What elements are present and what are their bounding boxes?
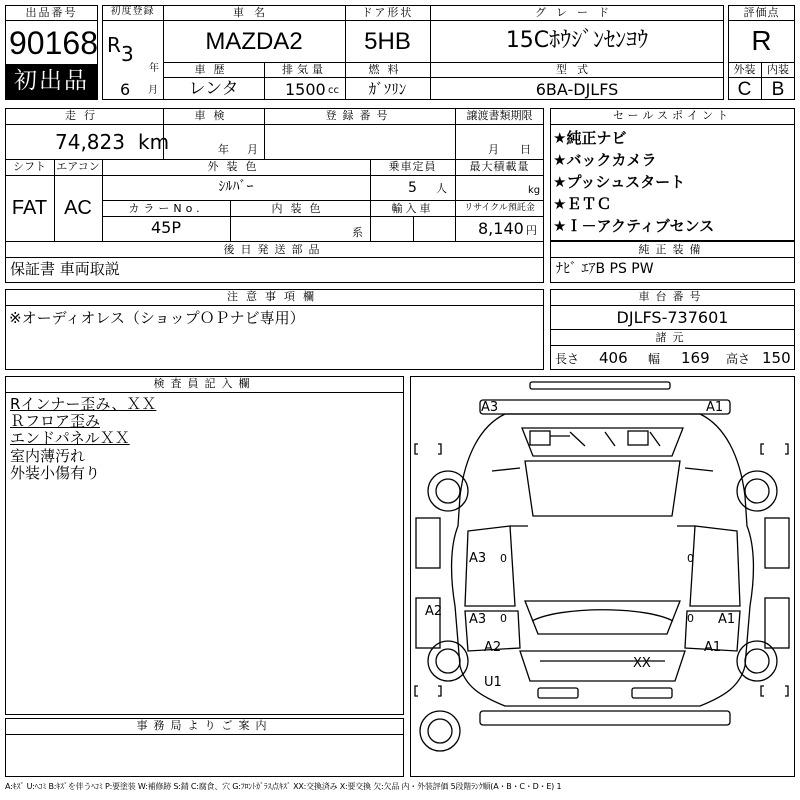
zero-mark: 0	[500, 552, 507, 565]
ext-color-label: 外装色	[207, 160, 265, 173]
capacity-unit: 人	[436, 182, 447, 195]
max-load-unit: kg	[528, 185, 541, 196]
sales-points-label: セールスポイント	[612, 109, 732, 122]
genuine-equipment: ﾅﾋﾞ ｴｱB PS PW	[556, 261, 654, 277]
inspector-line: Rインナー歪み、ＸＸ	[10, 395, 157, 413]
exterior-score: C	[737, 79, 752, 100]
first-reg-label: 初度登録	[110, 6, 155, 17]
registration-label: 登録番号	[325, 109, 394, 122]
int-color-label: 内装色	[271, 202, 329, 215]
fuel-label: 燃料	[368, 63, 407, 76]
int-color-unit: 系	[352, 226, 363, 239]
damage-mark: A1	[704, 640, 722, 655]
inspection-year-unit: 年	[218, 143, 229, 156]
vehicle-history: レンタ	[188, 79, 239, 99]
car-name: MAZDA2	[205, 28, 303, 55]
displacement-unit: cc	[328, 85, 339, 96]
import-label: 輸入車	[391, 202, 434, 215]
width-label: 幅	[648, 352, 661, 366]
recycle-label: リサイクル預託金	[464, 203, 535, 213]
sales-point-item: ★純正ナビ	[553, 129, 627, 147]
first-listing-text: 初出品	[14, 68, 89, 94]
chassis-label: 車台番号	[638, 290, 707, 303]
damage-mark: A2	[425, 604, 443, 619]
capacity-label: 乗車定員	[388, 160, 437, 173]
year-unit: 年	[149, 63, 159, 74]
inspector-label: 検査員記入欄	[153, 377, 256, 390]
era: R	[107, 33, 121, 57]
first-listing-badge	[6, 64, 97, 99]
length-label: 長さ	[555, 352, 580, 366]
zero-mark: 0	[500, 612, 507, 625]
shift: FAT	[11, 197, 48, 219]
damage-mark: A3	[469, 612, 487, 627]
car-diagram	[410, 376, 795, 777]
fuel: ｶﾞｿﾘﾝ	[368, 80, 407, 98]
inspector-line: 室内薄汚れ	[10, 447, 86, 465]
ext-color: ｼﾙﾊﾞｰ	[218, 179, 254, 195]
zero-mark: 0	[687, 552, 694, 565]
score: R	[751, 25, 772, 56]
inspector-line: エンドパネルＸＸ	[10, 429, 130, 447]
lot-number: 90168	[9, 25, 98, 61]
month-unit: 月	[148, 85, 158, 96]
damage-mark: A1	[706, 400, 724, 415]
damage-mark: XX	[633, 656, 651, 671]
shift-label: シフト	[13, 160, 46, 173]
later-parts: 保証書 車両取説	[10, 260, 120, 278]
width: 169	[681, 349, 710, 367]
door-label: ドア形状	[361, 6, 414, 19]
inspection-month-unit: 月	[247, 143, 258, 156]
notes-label: 注意事項欄	[227, 290, 322, 303]
doc-month-unit: 月	[488, 143, 499, 156]
recycle-fee: 8,140	[478, 219, 524, 238]
grade-label: グレード	[535, 6, 619, 19]
sales-point-item: ★Ｉ－アクティブセンス	[553, 217, 715, 235]
damage-mark: A3	[481, 400, 499, 415]
doc-deadline-label: 譲渡書類期限	[466, 109, 533, 122]
inspector-line: 外装小傷有り	[10, 464, 101, 482]
damage-mark: A3	[469, 551, 487, 566]
max-load-label: 最大積載量	[469, 160, 530, 173]
damage-mark: U1	[484, 675, 502, 690]
ac: AC	[64, 197, 92, 219]
score-label: 評価点	[743, 6, 780, 19]
sales-point-item: ★ＥＴＣ	[553, 195, 612, 213]
zero-mark: 0	[687, 612, 694, 625]
lot-number-label: 出品番号	[25, 6, 78, 19]
model-label: 型式	[556, 63, 598, 76]
chassis-number: DJLFS-737601	[616, 308, 729, 327]
history-label: 車歴	[194, 63, 233, 76]
displacement-label: 排気量	[282, 63, 327, 76]
genuine-equipment-label: 純正装備	[638, 243, 707, 256]
office-label: 事務局よりご案内	[136, 719, 273, 732]
first-reg-month: 6	[120, 80, 131, 99]
interior-score: B	[771, 79, 785, 100]
dims-label: 諸元	[655, 331, 690, 344]
mileage-label: 走行	[65, 109, 103, 122]
height: 150	[762, 349, 791, 367]
doc-day-unit: 日	[520, 143, 531, 156]
damage-mark: A1	[718, 612, 736, 627]
inspector-line: Ｒフロア歪み	[10, 412, 101, 430]
model-code: 6BA-DJLFS	[535, 80, 619, 99]
later-parts-label: 後日発送部品	[223, 243, 326, 256]
damage-mark: A2	[484, 640, 502, 655]
grade: 15Cﾎｳｼﾞﾝｾﾝﾖｳ	[505, 28, 649, 53]
displacement: 1500	[285, 80, 326, 99]
capacity: 5	[408, 180, 417, 196]
inspection-label: 車検	[194, 109, 233, 122]
exterior-label: 外装	[733, 63, 756, 76]
sales-point-item: ★プッシュスタート	[553, 173, 686, 191]
first-reg-year: 3	[121, 42, 134, 66]
sales-point-item: ★バックカメラ	[553, 151, 657, 169]
mileage-unit: km	[138, 130, 170, 154]
mileage: 74,823	[55, 130, 125, 154]
interior-label: 内装	[767, 63, 789, 76]
height-label: 高さ	[726, 352, 751, 366]
door-type: 5HB	[364, 28, 411, 55]
color-no-label: カラーNo.	[128, 202, 204, 215]
car-name-label: 車名	[233, 6, 275, 19]
notes-text: ※オーディオレス（ショップＯＰナビ専用）	[9, 309, 305, 327]
color-no: 45P	[150, 218, 181, 237]
length: 406	[599, 349, 628, 367]
ac-label: エアコン	[56, 160, 100, 173]
legend: A:ｷｽﾞ U:ﾍｺﾐ B:ｷｽﾞを伴うﾍｺﾐ P:要塗装 W:補修跡 S:錆 C:腐食、穴 G:ﾌﾛﾝﾄｶﾞﾗｽ点ｷｽﾞ XX:交換済み X:要交換 欠:欠品 内・外装評価 5段階ﾗﾝｸ順(A・B・C・D・E) 1	[5, 782, 562, 791]
recycle-unit: 円	[526, 224, 537, 237]
